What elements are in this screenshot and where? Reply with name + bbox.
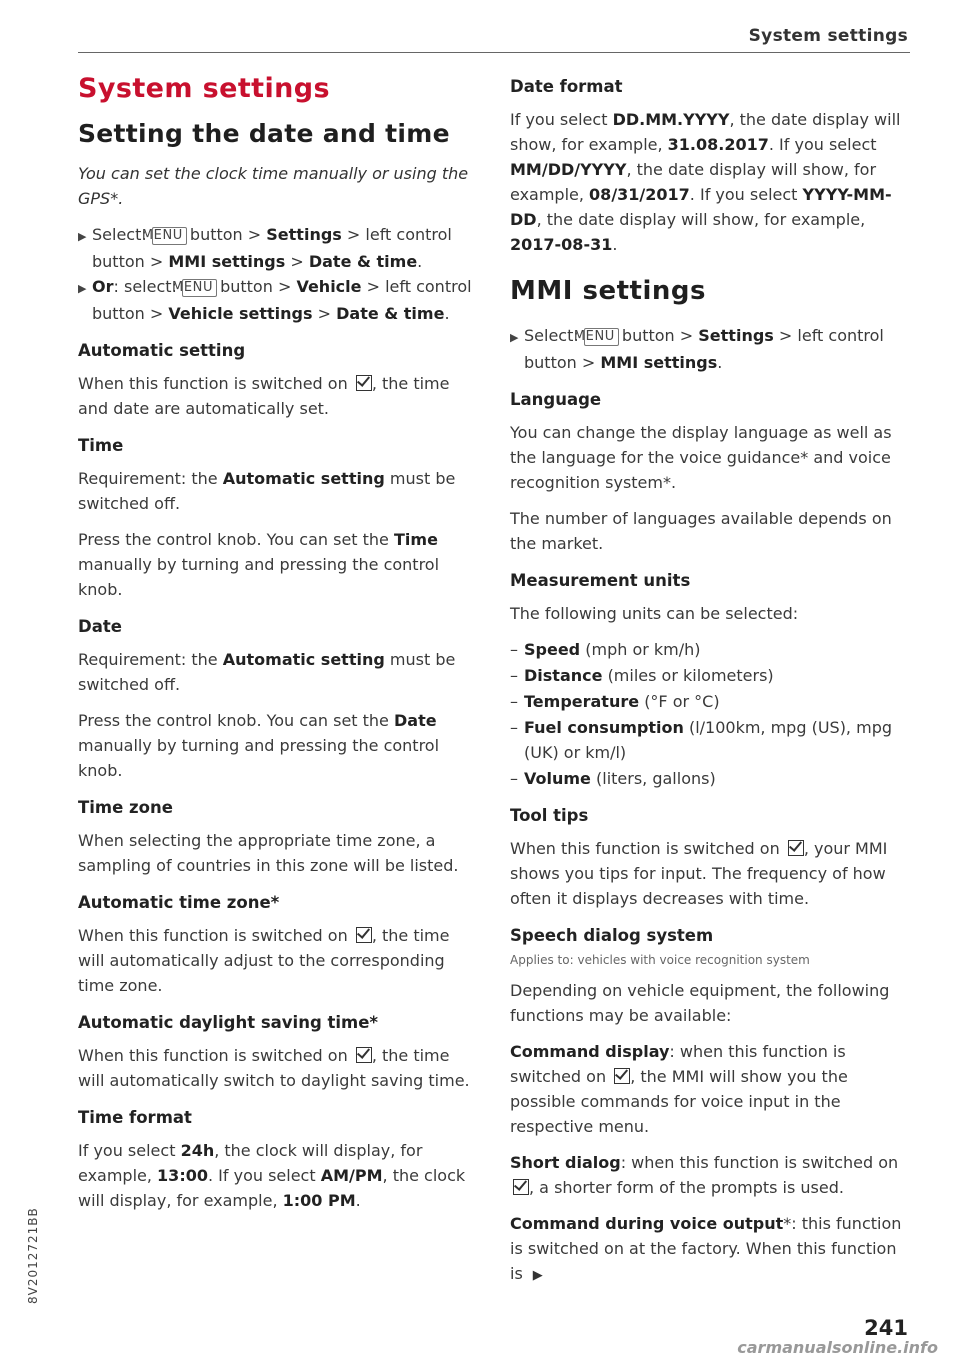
paragraph: When this function is switched on , the time will automatically adjust to the corresponding time zone. — [78, 926, 450, 995]
paragraph: Requirement: the Automatic setting must be switched off. — [78, 469, 456, 513]
paragraph: When selecting the appropriate time zone, a sampling of countries in this zone will be listed. — [78, 831, 459, 875]
paragraph: Command display: when this function is switched on , the MMI will show you the possible commands for voice input in the respective menu. — [510, 1042, 848, 1136]
section-title: MMI settings — [510, 276, 706, 306]
checkbox-icon — [614, 1068, 630, 1084]
subheading: Date format — [510, 77, 623, 96]
list-item: – Temperature (°F or °C) — [510, 692, 720, 711]
section-title: Setting the date and time — [78, 119, 450, 148]
paragraph: You can change the display language as well as the language for the voice guidance* and voice recognition system*. — [510, 423, 892, 492]
left-column — [78, 72, 476, 1224]
checkbox-icon — [356, 927, 372, 943]
menu-key: MENU — [152, 227, 187, 245]
paragraph: When this function is switched on , the time and date are automatically set. — [78, 374, 450, 418]
subheading: Date — [78, 617, 122, 636]
list-item: – Volume (liters, gallons) — [510, 769, 716, 788]
subheading: Time — [78, 436, 124, 455]
right-column — [510, 76, 912, 1299]
subheading: Automatic setting — [78, 341, 246, 360]
applies-to-note: Applies to: vehicles with voice recognition system — [510, 953, 810, 967]
header-rule — [78, 52, 910, 53]
step-arrow-icon: ▶ — [78, 282, 87, 295]
checkbox-icon — [513, 1179, 529, 1195]
document-code: 8V2012721BB — [26, 1207, 40, 1304]
list-item: – Distance (miles or kilometers) — [510, 666, 774, 685]
list-item: – Speed (mph or km/h) — [510, 640, 701, 659]
checkbox-icon — [356, 1047, 372, 1063]
checkbox-icon — [788, 840, 804, 856]
paragraph: The following units can be selected: — [510, 604, 799, 623]
subheading: Time zone — [78, 798, 173, 817]
paragraph: The number of languages available depends on the market. — [510, 509, 892, 553]
paragraph: Press the control knob. You can set the Date manually by turning and pressing the control knob. — [78, 711, 440, 780]
paragraph: Short dialog: when this function is switched on , a shorter form of the prompts is used. — [510, 1153, 899, 1197]
paragraph: Command during voice output*: this function is switched on at the factory. When this function is ▶ — [510, 1214, 902, 1283]
paragraph: Requirement: the Automatic setting must be switched off. — [78, 650, 456, 694]
paragraph: If you select DD.MM.YYYY, the date display will show, for example, 31.08.2017. If you select MM/DD/YYYY, the date display will show, for example, 08/31/2017. If you select YYYY-MM-DD, the date display will show, for example, 2017-08-31. — [510, 110, 901, 254]
instruction-step: ▶ Select: MENU button > Settings > left control button > MMI settings. — [510, 326, 884, 372]
step-arrow-icon: ▶ — [510, 331, 519, 344]
paragraph: Press the control knob. You can set the Time manually by turning and pressing the control knob. — [78, 530, 440, 599]
subheading: Automatic daylight saving time* — [78, 1013, 379, 1032]
watermark: carmanualsonline.info — [737, 1338, 938, 1357]
section-intro: You can set the clock time manually or using the GPS*. — [78, 164, 469, 208]
paragraph: When this function is switched on , your MMI shows you tips for input. The frequency of how often it displays decreases with time. — [510, 839, 888, 908]
subheading: Measurement units — [510, 571, 691, 590]
instruction-steps — [510, 323, 912, 375]
chapter-title: System settings — [78, 73, 330, 104]
subheading: Time format — [78, 1108, 192, 1127]
subheading: Automatic time zone* — [78, 893, 280, 912]
subheading: Language — [510, 390, 602, 409]
checkbox-icon — [356, 375, 372, 391]
instruction-steps — [78, 222, 476, 326]
continued-arrow-icon: ▶ — [532, 1268, 543, 1283]
subheading: Speech dialog system — [510, 926, 714, 945]
paragraph: If you select 24h, the clock will display, for example, 13:00. If you select AM/PM, the clock will display, for example, 1:00 PM. — [78, 1141, 466, 1210]
subheading: Tool tips — [510, 806, 589, 825]
running-header: System settings — [748, 26, 908, 46]
menu-key: MENU — [584, 328, 619, 346]
instruction-step: ▶ Or: select: MENU button > Vehicle > left control button > Vehicle settings > Date & time. — [78, 277, 472, 323]
page-number: 241 — [864, 1316, 908, 1340]
list-item: – Fuel consumption (l/100km, mpg (US), mpg (UK) or km/l) — [510, 718, 892, 762]
units-list — [510, 637, 912, 791]
paragraph: Depending on vehicle equipment, the following functions may be available: — [510, 981, 890, 1025]
step-arrow-icon: ▶ — [78, 230, 87, 243]
instruction-step: ▶ Select: MENU button > Settings > left control button > MMI settings > Date & time. — [78, 225, 452, 271]
paragraph: When this function is switched on , the time will automatically switch to daylight saving time. — [78, 1046, 470, 1090]
menu-key: MENU — [182, 279, 217, 297]
